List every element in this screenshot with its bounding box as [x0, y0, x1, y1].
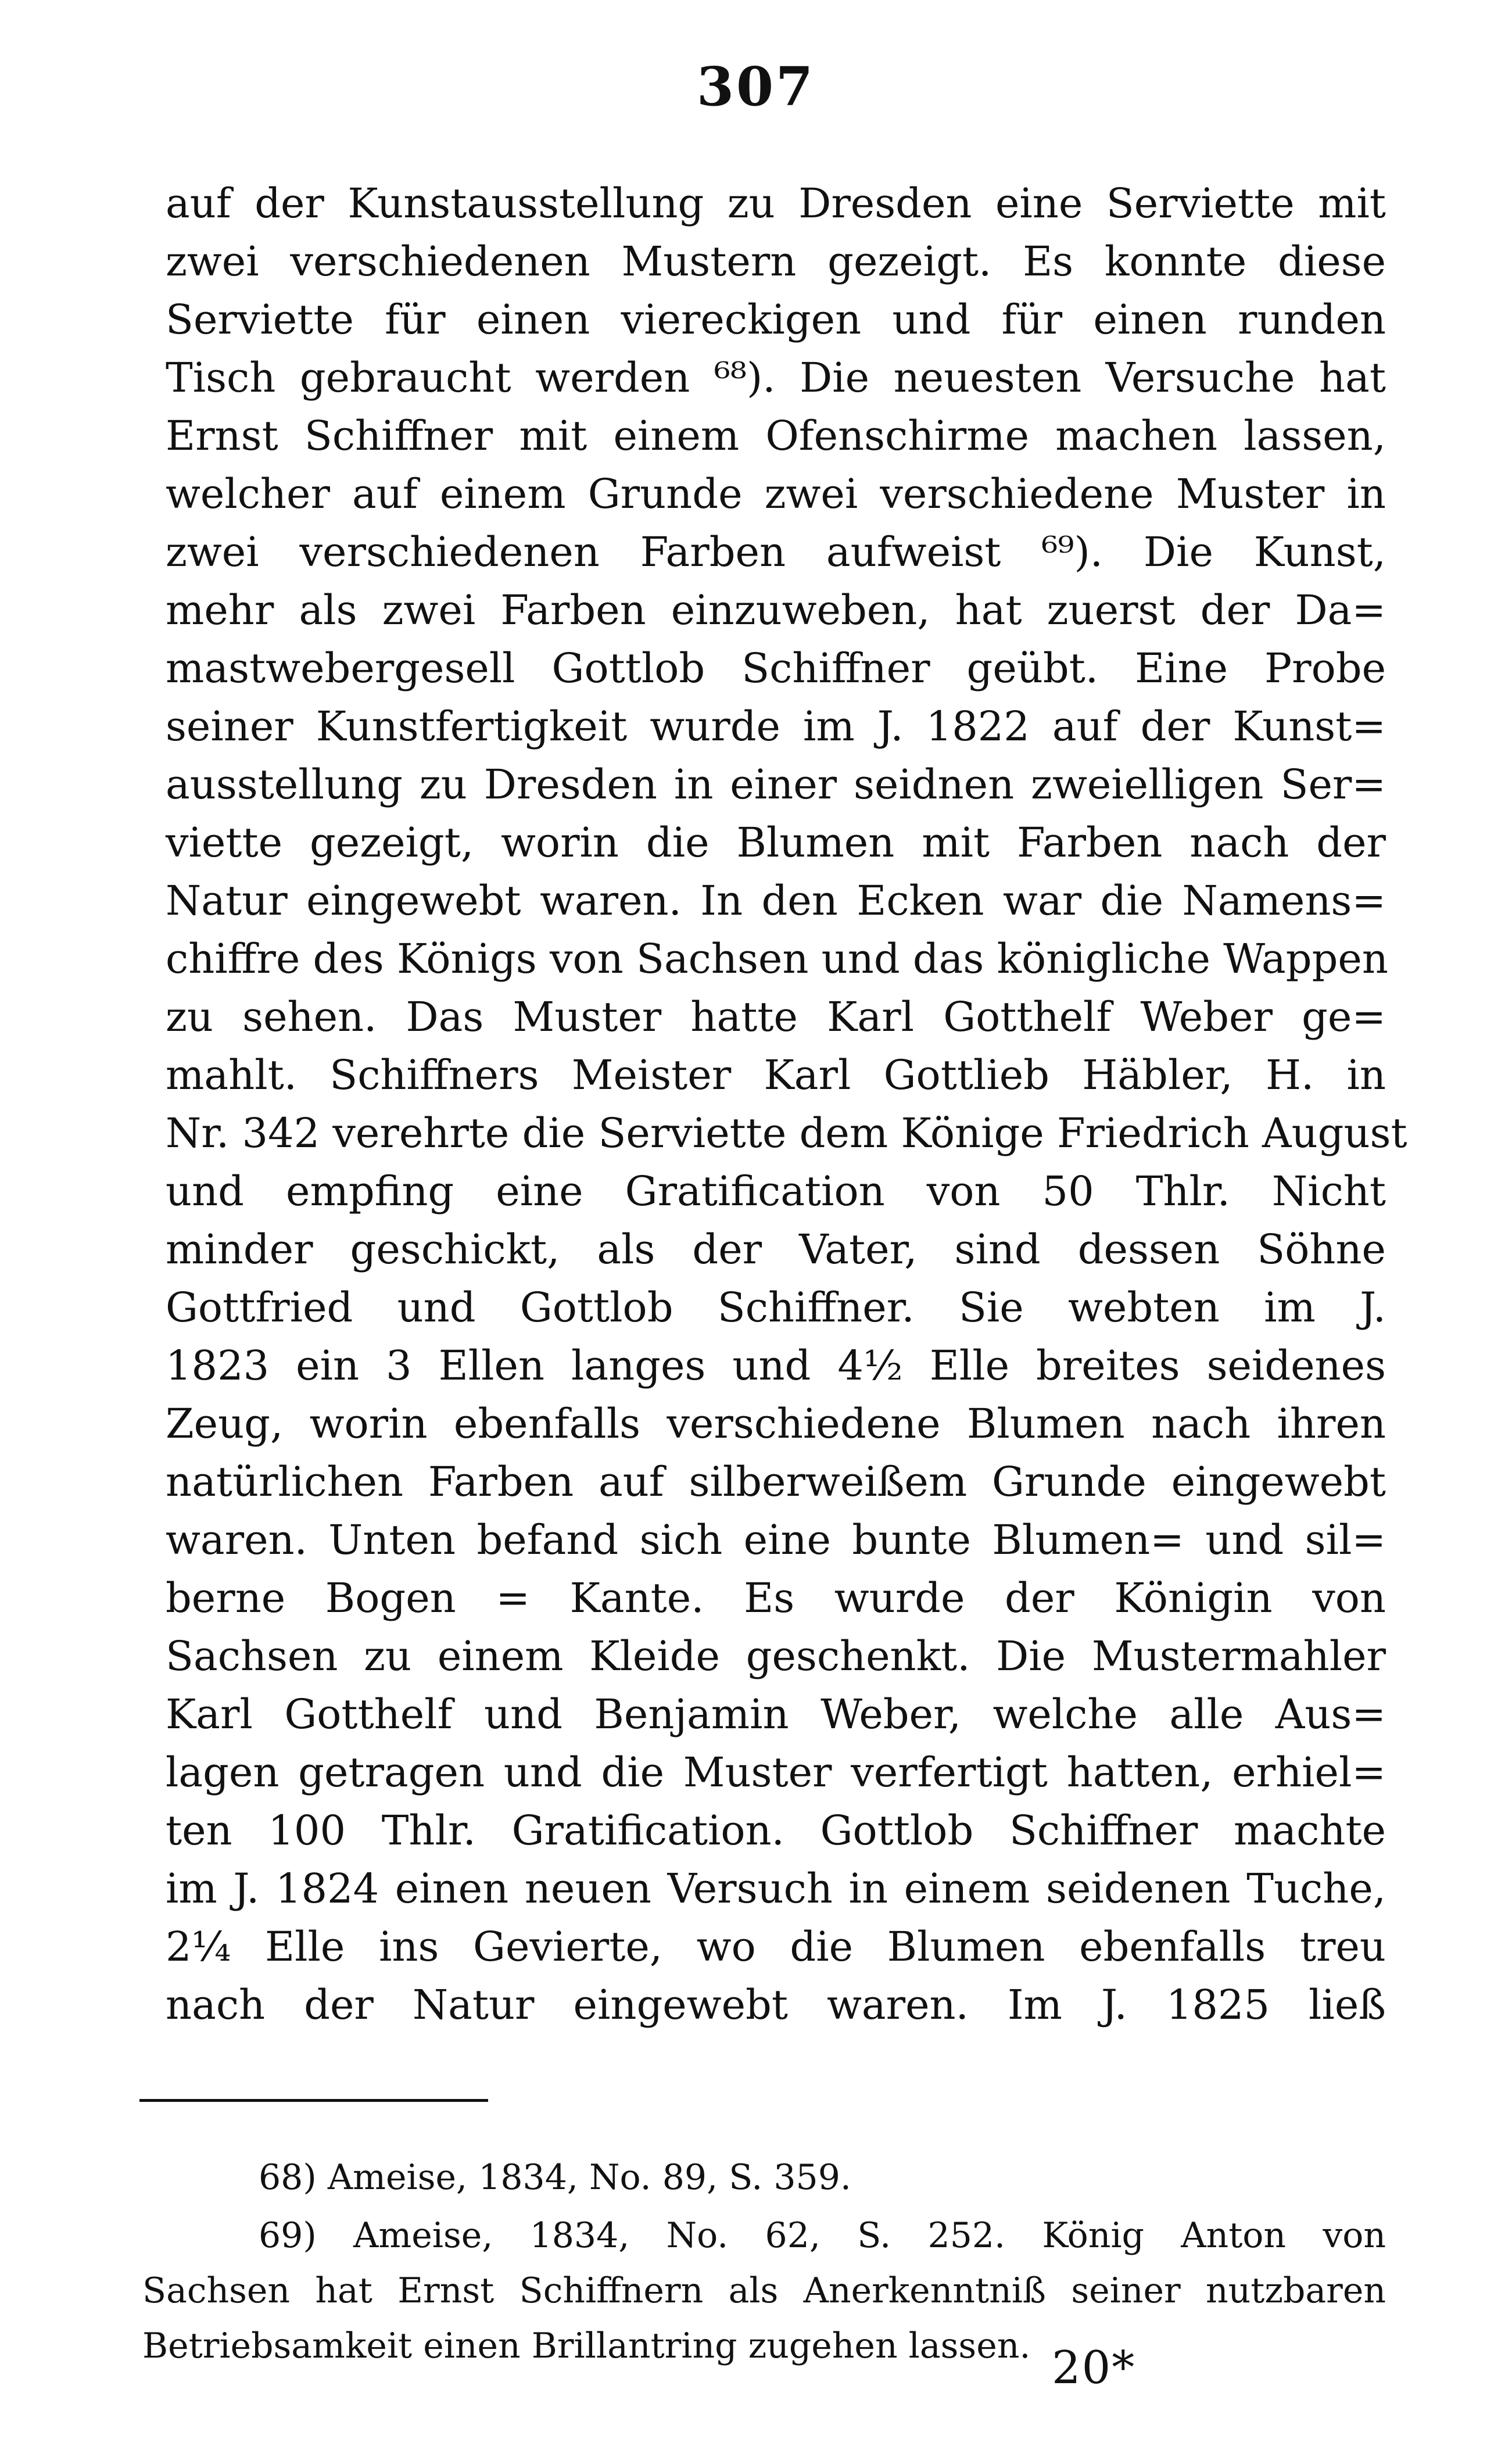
- footnote-69-line: 69) Ameise, 1834, No. 62, S. 252. König Anton von: [259, 2215, 1386, 2256]
- text-line: ausstellung zu Dresden in einer seidnen zweielligen Ser=: [166, 761, 1386, 808]
- text-line: chiffre des Königs von Sachsen und das königliche Wappen: [166, 935, 1388, 983]
- text-line: Zeug, worin ebenfalls verschiedene Blumen nach ihren: [166, 1400, 1386, 1448]
- text-line: Sachsen zu einem Kleide geschenkt. Die Mustermahler: [166, 1632, 1386, 1680]
- text-line: im J. 1824 einen neuen Versuch in einem seidenen Tuche,: [166, 1865, 1386, 1912]
- text-line: seiner Kunstfertigkeit wurde im J. 1822 auf der Kunst=: [166, 703, 1386, 750]
- text-line: natürlichen Farben auf silberweißem Grunde eingewebt: [166, 1458, 1386, 1506]
- text-line: mehr als zwei Farben einzuweben, hat zuerst der Da=: [166, 586, 1386, 634]
- text-line: mastwebergesell Gottlob Schiffner geübt. Eine Probe: [166, 644, 1386, 692]
- text-line: Ernst Schiffner mit einem Ofenschirme machen lassen,: [166, 412, 1386, 460]
- text-line: Gottfried und Gottlob Schiffner. Sie webten im J.: [166, 1284, 1386, 1331]
- text-line: 2¼ Elle ins Gevierte, wo die Blumen ebenfalls treu: [166, 1923, 1386, 1971]
- text-line: Serviette für einen viereckigen und für einen runden: [166, 296, 1386, 343]
- text-line: berne Bogen = Kante. Es wurde der Königin von: [166, 1574, 1386, 1622]
- text-line: und empfing eine Gratification von 50 Thlr. Nicht: [166, 1167, 1386, 1215]
- text-line: Nr. 342 verehrte die Serviette dem Könige Friedrich August: [166, 1109, 1407, 1157]
- text-line: 1823 ein 3 Ellen langes und 4½ Elle breites seidenes: [166, 1342, 1386, 1389]
- text-line: Tisch gebraucht werden ⁶⁸). Die neuesten Versuche hat: [166, 354, 1386, 402]
- text-line: lagen getragen und die Muster verfertigt hatten, erhiel=: [166, 1749, 1386, 1796]
- text-line: viette gezeigt, worin die Blumen mit Farben nach der: [166, 819, 1386, 866]
- signature-mark: 20*: [1052, 2342, 1136, 2394]
- text-line: zwei verschiedenen Farben aufweist ⁶⁹). Die Kunst,: [166, 528, 1386, 576]
- page-number: 307: [696, 55, 816, 118]
- text-line: waren. Unten befand sich eine bunte Blumen= und sil=: [166, 1516, 1386, 1564]
- text-line: Karl Gotthelf und Benjamin Weber, welche alle Aus=: [166, 1690, 1386, 1738]
- text-line: Natur eingewebt waren. In den Ecken war die Namens=: [166, 877, 1386, 925]
- text-line: auf der Kunstausstellung zu Dresden eine Serviette mit: [166, 180, 1386, 227]
- footnote-separator-rule: [139, 2099, 488, 2102]
- footnote-68: 68) Ameise, 1834, No. 89, S. 359.: [259, 2157, 851, 2198]
- text-line: minder geschickt, als der Vater, sind dessen Söhne: [166, 1226, 1386, 1273]
- text-line: welcher auf einem Grunde zwei verschiedene Muster in: [166, 470, 1386, 518]
- text-line: zu sehen. Das Muster hatte Karl Gotthelf Weber ge=: [166, 993, 1386, 1041]
- text-line: ten 100 Thlr. Gratification. Gottlob Schiffner machte: [166, 1807, 1386, 1854]
- text-line: mahlt. Schiffners Meister Karl Gottlieb Häbler, H. in: [166, 1051, 1386, 1099]
- text-line: nach der Natur eingewebt waren. Im J. 1825 ließ: [166, 1981, 1386, 2029]
- footnote-69-line: Betriebsamkeit einen Brillantring zugehen lassen.: [142, 2326, 1031, 2366]
- text-line: zwei verschiedenen Mustern gezeigt. Es konnte diese: [166, 238, 1386, 285]
- footnote-69-line: Sachsen hat Ernst Schiffnern als Anerkenntniß seiner nutzbaren: [142, 2270, 1386, 2311]
